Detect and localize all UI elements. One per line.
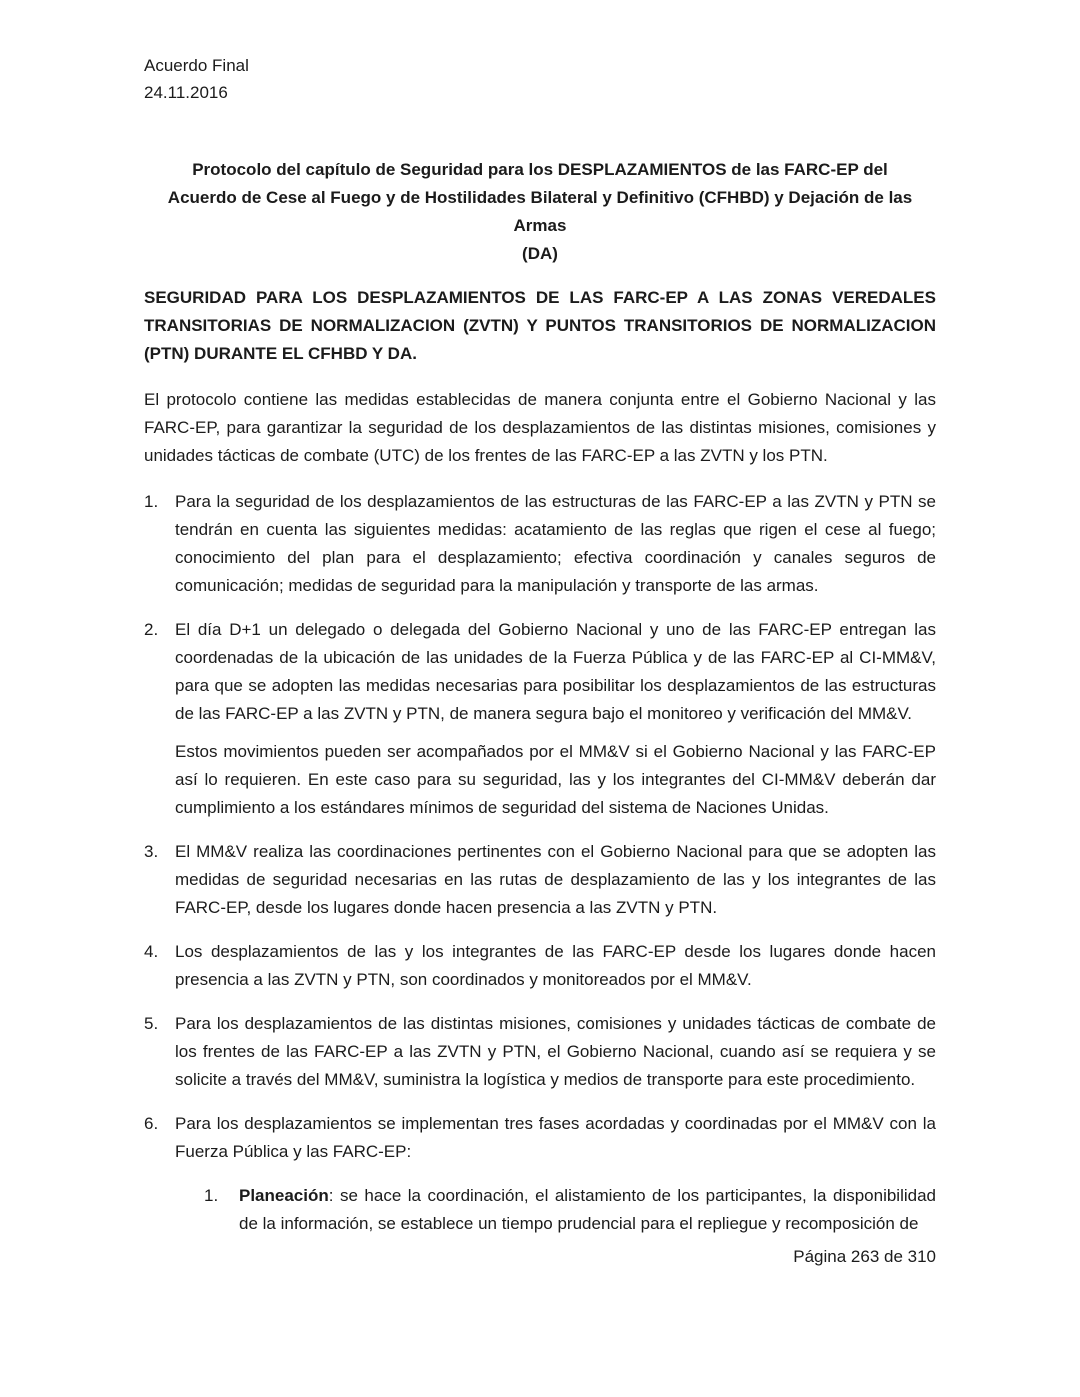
- nested-item-body: [239, 1182, 936, 1238]
- document-title: [144, 156, 936, 268]
- list-item-continuation: Estos movimientos pueden ser acompañados por el MM&V si el Gobierno Nacional y las FARC-EP así lo requieren. En este caso para su seguridad, las y los integrantes del CI-MM&V deberán dar cumplimiento a los estándares mínimos de seguridad del sistema de Naciones Unidas.: [175, 742, 936, 817]
- list-item-3: [144, 838, 936, 922]
- list-item-5: [144, 1010, 936, 1094]
- nested-item-lead: Planeación: [239, 1186, 329, 1205]
- page-footer: [793, 1243, 936, 1271]
- nested-item-text: : se hace la coordinación, el alistamiento de los participantes, la disponibilidad de la información, se establece un tiempo prudencial para el repliegue y recomposición de: [239, 1186, 936, 1233]
- list-item-text: El MM&V realiza las coordinaciones pertinentes con el Gobierno Nacional para que se adopten las medidas de seguridad necesarias en las rutas de desplazamiento de las y los integrantes de las FARC-EP, desde los lugares donde hacen presencia a las ZVTN y PTN.: [175, 842, 936, 917]
- list-item-text: Para los desplazamientos se implementan tres fases acordadas y coordinadas por el MM&V con la Fuerza Pública y las FARC-EP:: [175, 1114, 936, 1161]
- doc-header: [144, 52, 936, 106]
- list-item-number: 1.: [144, 492, 159, 511]
- list-item-text: El día D+1 un delegado o delegada del Gobierno Nacional y uno de las FARC-EP entregan las coordenadas de la ubicación de las unidades de la Fuerza Pública y de las FARC-EP al CI-MM&V, para que se adopten las medidas necesarias para posibilitar los desplazamientos de las estructuras de las FARC-EP a las ZVTN y PTN, de manera segura bajo el monitoreo y verificación del MM&V.: [175, 620, 936, 723]
- nested-list-item-1: [204, 1182, 936, 1238]
- list-item-2: [144, 616, 936, 822]
- doc-header-title: Acuerdo Final: [144, 56, 249, 75]
- list-item-number: 4.: [144, 942, 159, 961]
- list-item-number: 6.: [144, 1114, 159, 1133]
- document-title-line: (DA): [522, 244, 558, 263]
- nested-item-number: 1.: [204, 1186, 219, 1205]
- list-item-number: 5.: [144, 1014, 159, 1033]
- list-item-1: [144, 488, 936, 600]
- list-item-body: [175, 616, 936, 822]
- list-item-4: [144, 938, 936, 994]
- page-number: Página 263 de 310: [793, 1247, 936, 1266]
- numbered-list: [144, 488, 936, 1238]
- doc-header-date: 24.11.2016: [144, 83, 228, 102]
- list-item-6: [144, 1110, 936, 1166]
- document-title-line: Protocolo del capítulo de Seguridad para los DESPLAZAMIENTOS de las FARC-EP del: [192, 160, 888, 179]
- list-item-text: Los desplazamientos de las y los integrantes de las FARC-EP desde los lugares donde hacen presencia a las ZVTN y PTN, son coordinados y monitoreados por el MM&V.: [175, 942, 936, 989]
- section-heading: SEGURIDAD PARA LOS DESPLAZAMIENTOS DE LAS FARC-EP A LAS ZONAS VEREDALES TRANSITORIAS DE NORMALIZACION (ZVTN) Y PUNTOS TRANSITORIOS DE NORMALIZACION (PTN) DURANTE EL CFHBD Y DA.: [144, 288, 936, 363]
- intro-paragraph: El protocolo contiene las medidas establecidas de manera conjunta entre el Gobierno Nacional y las FARC-EP, para garantizar la seguridad de los desplazamientos de las distintas misiones, comisiones y unidades tácticas de combate (UTC) de los frentes de las FARC-EP a las ZVTN y los PTN.: [144, 390, 936, 465]
- list-item-number: 3.: [144, 842, 159, 861]
- list-item-number: 2.: [144, 620, 159, 639]
- document-title-line: Acuerdo de Cese al Fuego y de Hostilidades Bilateral y Definitivo (CFHBD) y Dejación de las Armas: [167, 188, 913, 235]
- list-item-text: Para los desplazamientos de las distintas misiones, comisiones y unidades tácticas de combate de los frentes de las FARC-EP a las ZVTN y PTN, el Gobierno Nacional, cuando así se requiera y se solicite a través del MM&V, suministra la logística y medios de transporte para este procedimiento.: [175, 1014, 936, 1089]
- list-item-text: Para la seguridad de los desplazamientos de las estructuras de las FARC-EP a las ZVTN y PTN se tendrán en cuenta las siguientes medidas: acatamiento de las reglas que rigen el cese al fuego; conocimiento del plan para el desplazamiento; efectiva coordinación y canales seguros de comunicación; medidas de seguridad para la manipulación y transporte de las armas.: [175, 492, 936, 595]
